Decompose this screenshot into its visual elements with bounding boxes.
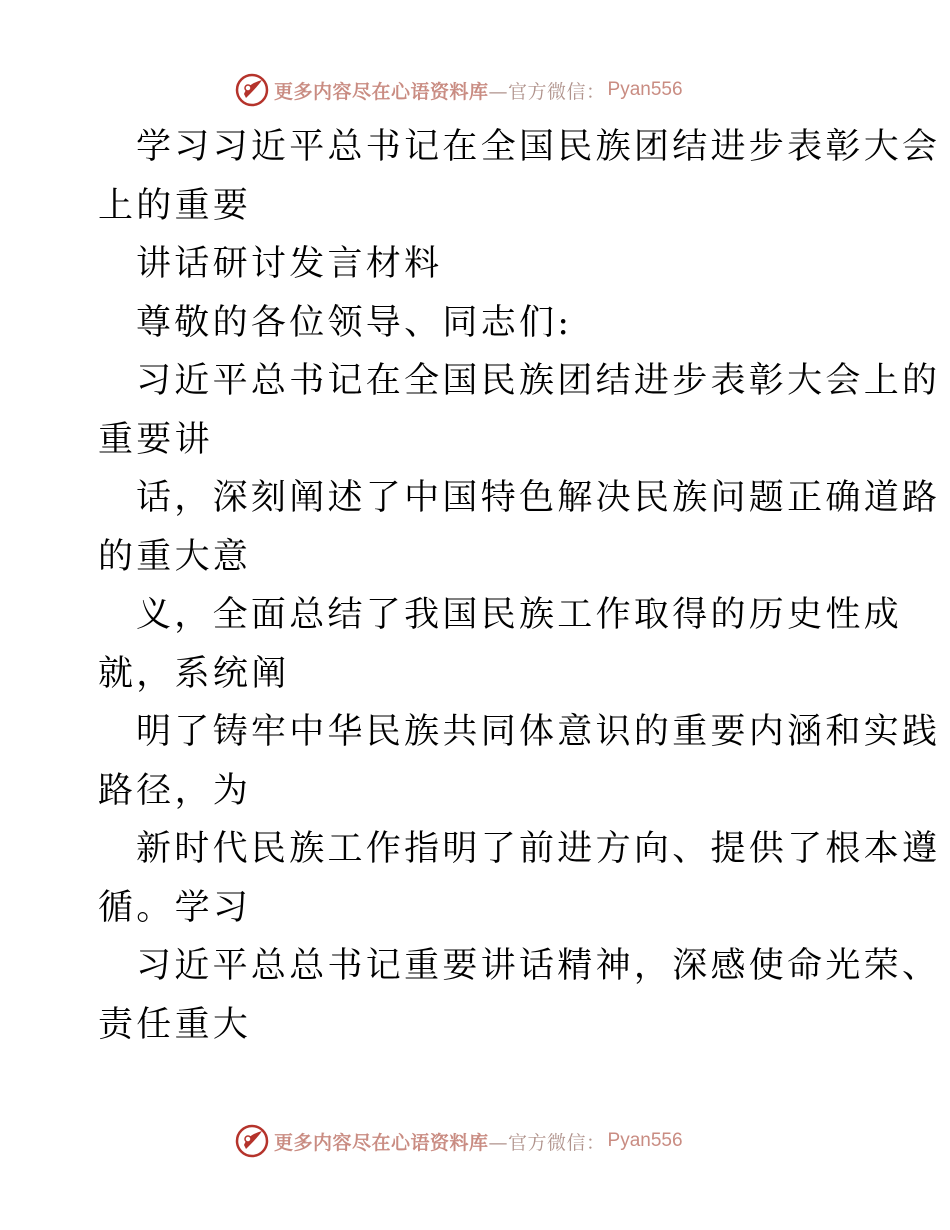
text-line: 循。学习 <box>98 887 252 928</box>
text-line: 义，全面总结了我国民族工作取得的历史性成 <box>136 595 903 635</box>
watermark-brand: 更多内容尽在心语资料库 <box>274 1131 489 1154</box>
text-line: 重要讲 <box>98 419 213 460</box>
watermark-brand: 更多内容尽在心语资料库 <box>274 80 489 103</box>
brand-logo-icon <box>234 72 270 108</box>
text-line: 新时代民族工作指明了前进方向、提供了根本遵 <box>136 829 941 869</box>
text-line: 路径，为 <box>98 770 252 811</box>
text-line: 习近平总书记在全国民族团结进步表彰大会上的 <box>136 361 941 401</box>
text-line: 讲话研讨发言材料 <box>136 244 443 284</box>
text-line: 的重大意 <box>98 536 252 577</box>
watermark-label: —官方微信： <box>488 80 606 103</box>
document-body <box>98 118 941 1054</box>
watermark-footer <box>234 1121 714 1161</box>
text-line: 话，深刻阐述了中国特色解决民族问题正确道路 <box>136 478 941 518</box>
watermark-header <box>234 70 714 110</box>
text-line: 责任重大 <box>98 1004 252 1045</box>
watermark-label: —官方微信： <box>488 1131 606 1154</box>
text-line: 明了铸牢中华民族共同体意识的重要内涵和实践 <box>136 712 941 752</box>
watermark-wechat-id: Pyan556 <box>607 1130 683 1151</box>
watermark-wechat-id: Pyan556 <box>607 79 683 100</box>
brand-logo-icon <box>234 1123 270 1159</box>
text-line: 就，系统阐 <box>98 653 290 694</box>
text-line: 上的重要 <box>98 185 252 226</box>
text-line: 习近平总总书记重要讲话精神，深感使命光荣、 <box>136 946 941 986</box>
text-line: 学习习近平总书记在全国民族团结进步表彰大会 <box>136 127 941 167</box>
text-line: 尊敬的各位领导、同志们: <box>136 302 573 343</box>
